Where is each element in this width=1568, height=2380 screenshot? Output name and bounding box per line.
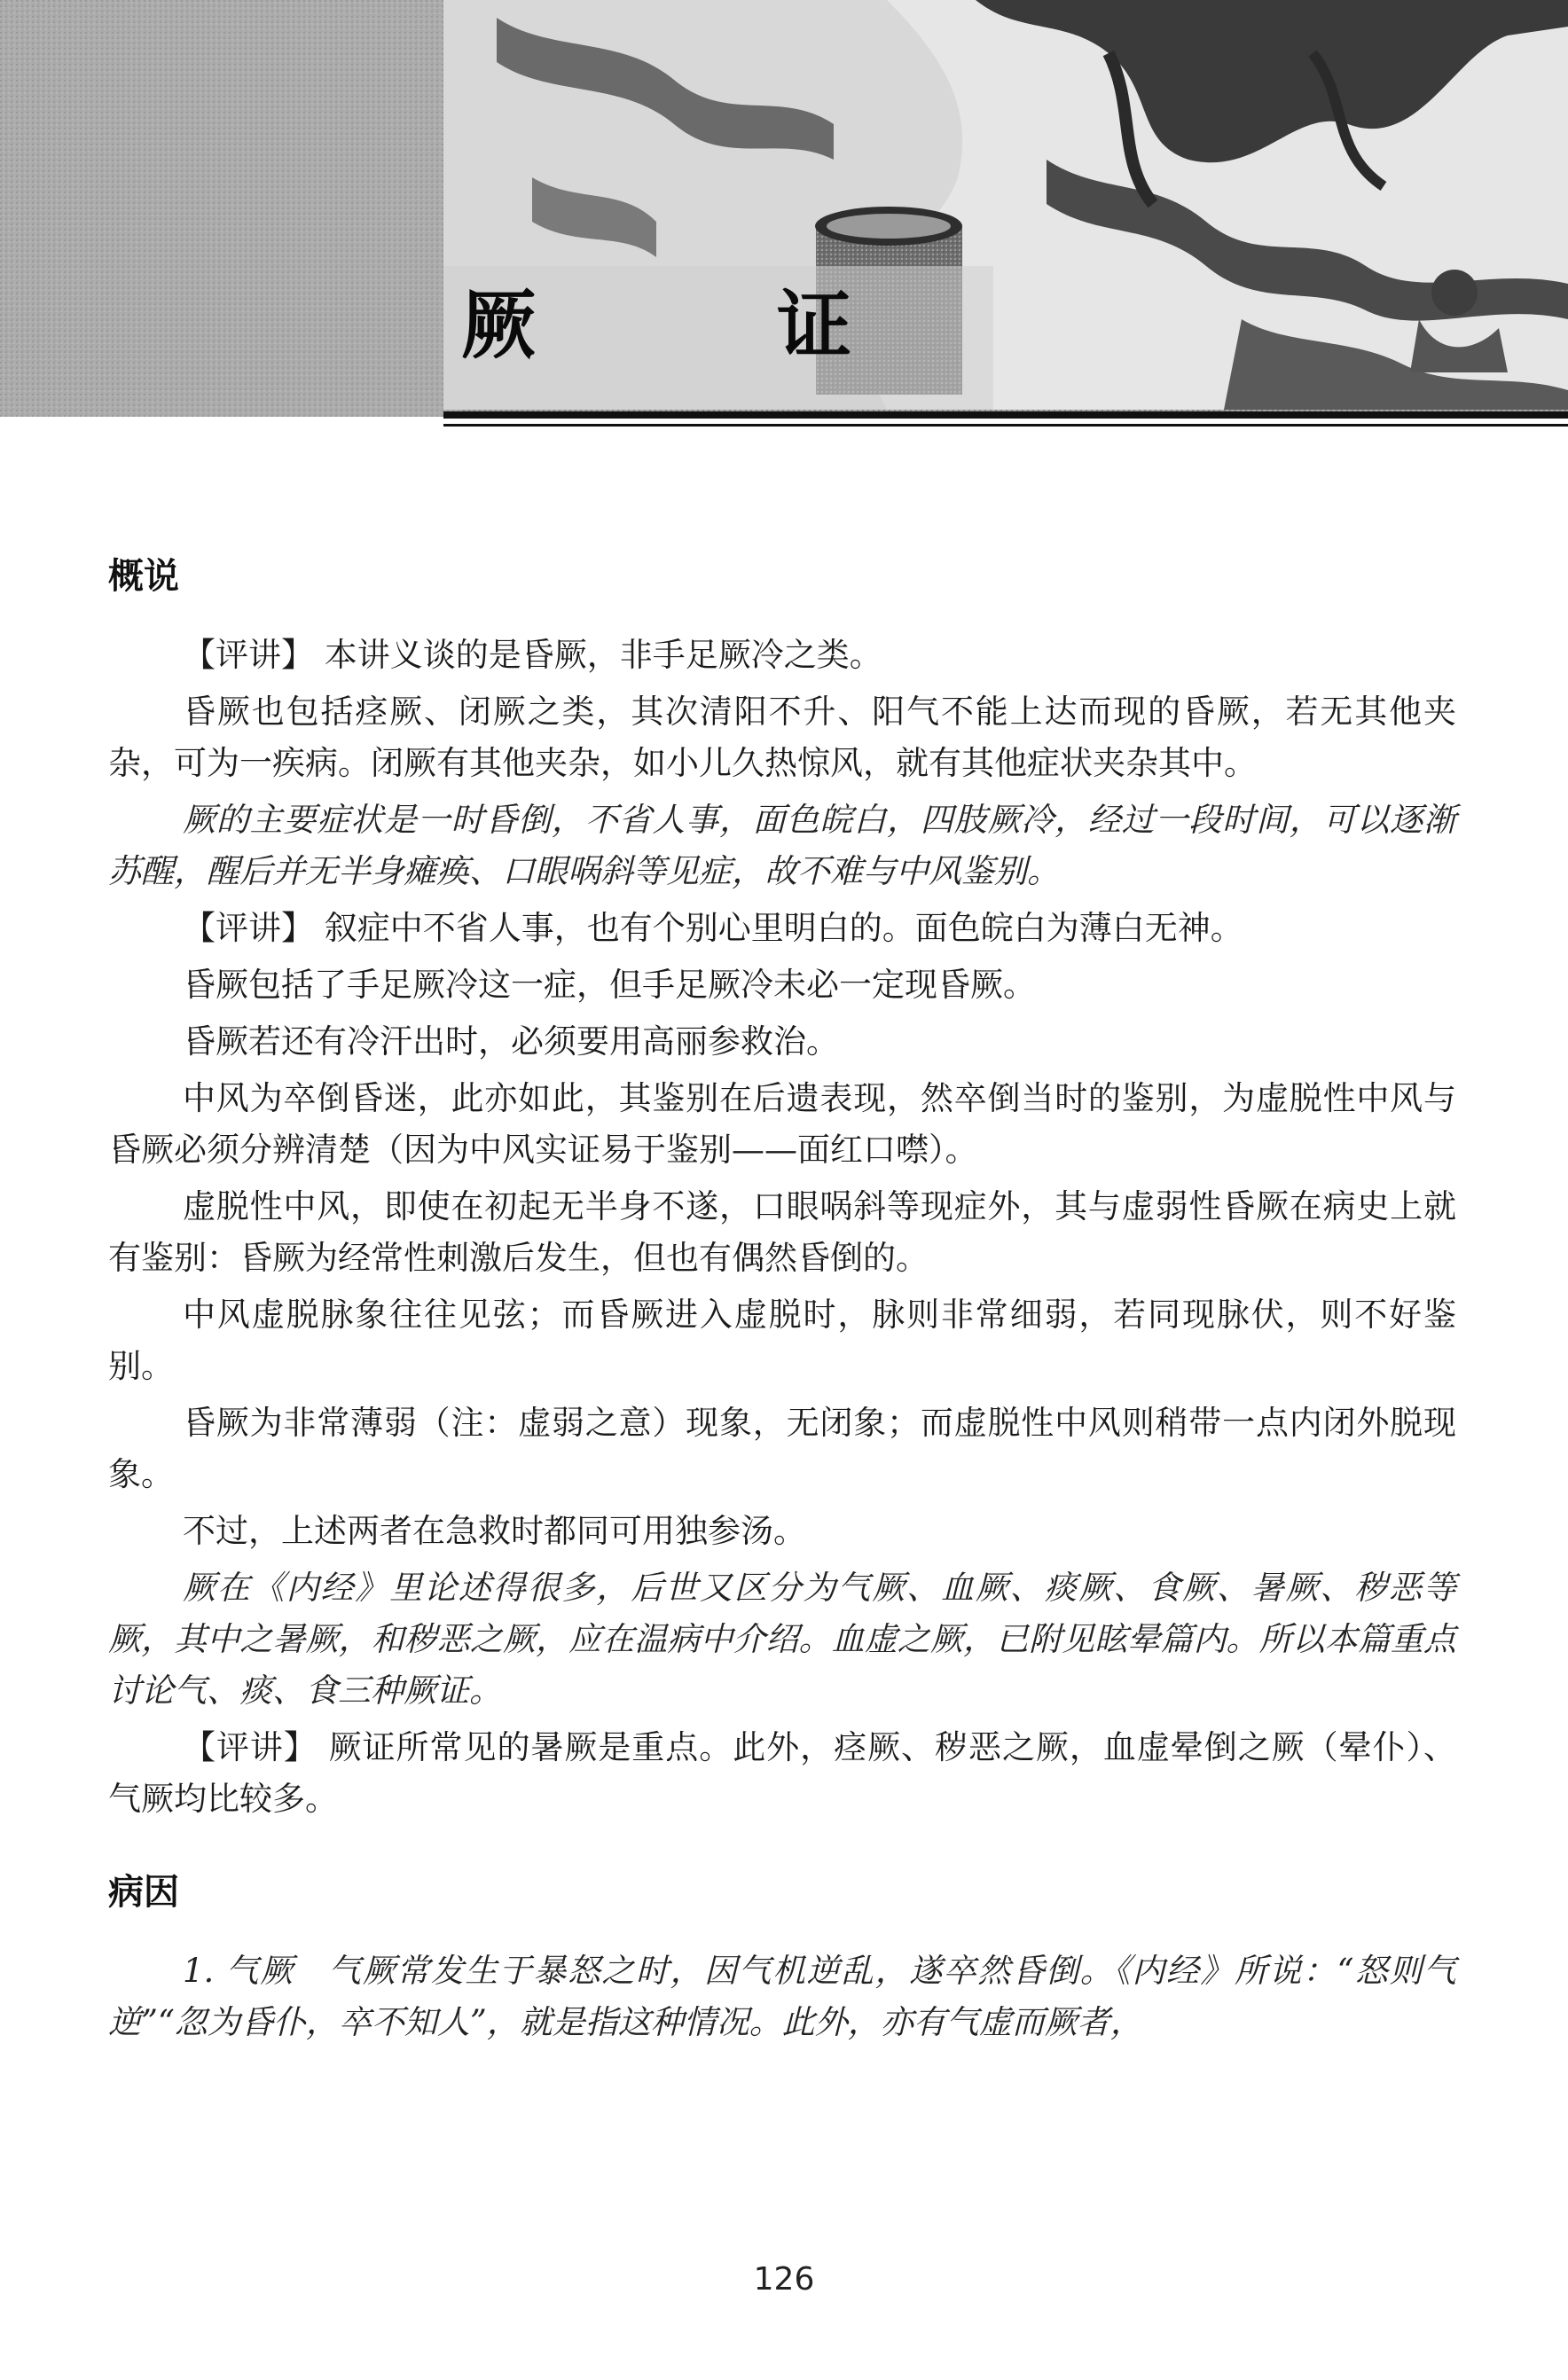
title-rule xyxy=(443,411,1568,419)
original-text-paragraph xyxy=(108,1562,1456,1717)
paragraph xyxy=(108,1181,1456,1284)
paragraph-text: 昏厥包括了手足厥冷这一症，但手足厥冷未必一定现昏厥。 xyxy=(183,966,1036,1004)
header-banner xyxy=(0,0,1568,417)
paragraph-text: 昏厥也包括痉厥、闭厥之类，其次清阳不升、阳气不能上达而现的昏厥，若无其他夹杂，可为一疾病。闭厥有其他夹杂，如小儿久热惊风，就有其他症状夹杂其中。 xyxy=(108,693,1456,782)
commentary-tag: 【评讲】 xyxy=(183,636,314,674)
paragraph-text: 虚脱性中风，即使在初起无半身不遂，口眼㖞斜等现症外，其与虚弱性昏厥在病史上就有鉴别：昏厥为经常性刺激后发生，但也有偶然昏倒的。 xyxy=(108,1187,1456,1277)
page-number: 126 xyxy=(753,2261,815,2298)
paragraph xyxy=(108,903,1456,954)
section-heading-etiology: 病因 xyxy=(108,1872,179,1913)
paragraph xyxy=(108,1016,1456,1068)
chapter-title-char-1: 厥 xyxy=(461,281,537,369)
paragraph-text: 1. 气厥 气厥常发生于暴怒之时，因气机逆乱，遂卒然昏倒。《内经》所说：“怒则气逆”“忽为昏仆，卒不知人”，就是指这种情况。此外，亦有气虚而厥者， xyxy=(108,1952,1456,2041)
paragraph-text: 叙症中不省人事，也有个别心里明白的。面色皖白为薄白无神。 xyxy=(324,909,1243,947)
paragraph xyxy=(108,1397,1456,1500)
section-heading-overview: 概说 xyxy=(108,556,179,597)
paragraph-text: 昏厥若还有冷汗出时，必须要用高丽参救治。 xyxy=(183,1022,839,1061)
chapter-title-char-2: 证 xyxy=(776,281,851,369)
paragraph xyxy=(108,1722,1456,1825)
original-text-paragraph xyxy=(108,795,1456,897)
paragraph-text: 厥的主要症状是一时昏倒，不省人事，面色皖白，四肢厥冷，经过一段时间，可以逐渐苏醒，醒后并无半身瘫痪、口眼㖞斜等见症，故不难与中风鉴别。 xyxy=(108,801,1456,890)
title-rule-thin xyxy=(443,424,1568,427)
paragraph xyxy=(108,959,1456,1011)
paragraph-text: 本讲义谈的是昏厥，非手足厥冷之类。 xyxy=(324,636,882,674)
paragraph-text: 厥在《内经》里论述得很多，后世又区分为气厥、血厥、痰厥、食厥、暑厥、秽恶等厥，其中之暑厥，和秽恶之厥，应在温病中介绍。血虚之厥，已附见眩晕篇内。所以本篇重点讨论气、痰、食三种厥证。 xyxy=(108,1569,1456,1710)
paragraph xyxy=(108,686,1456,789)
paragraph-text: 中风虚脱脉象往往见弦；而昏厥进入虚脱时，脉则非常细弱，若同现脉伏，则不好鉴别。 xyxy=(108,1296,1456,1385)
original-text-paragraph xyxy=(108,1945,1456,2048)
paragraph xyxy=(108,1506,1456,1557)
commentary-tag: 【评讲】 xyxy=(183,909,314,947)
paragraph xyxy=(108,1289,1456,1392)
paragraph-text: 昏厥为非常薄弱（注：虚弱之意）现象，无闭象；而虚脱性中风则稍带一点内闭外脱现象。 xyxy=(108,1404,1456,1493)
paragraph xyxy=(108,630,1456,681)
page-content xyxy=(108,550,1456,2054)
paragraph-text: 不过，上述两者在急救时都同可用独参汤。 xyxy=(183,1512,806,1550)
commentary-tag: 【评讲】 xyxy=(183,1728,318,1766)
paragraph-text: 厥证所常见的暑厥是重点。此外，痉厥、秽恶之厥，血虚晕倒之厥（晕仆）、气厥均比较多。 xyxy=(108,1728,1457,1818)
paragraph-text: 中风为卒倒昏迷，此亦如此，其鉴别在后遗表现，然卒倒当时的鉴别，为虚脱性中风与昏厥必须分辨清楚（因为中风实证易于鉴别——面红口噤）。 xyxy=(108,1079,1456,1169)
paragraph xyxy=(108,1073,1456,1176)
chapter-title xyxy=(461,266,851,372)
